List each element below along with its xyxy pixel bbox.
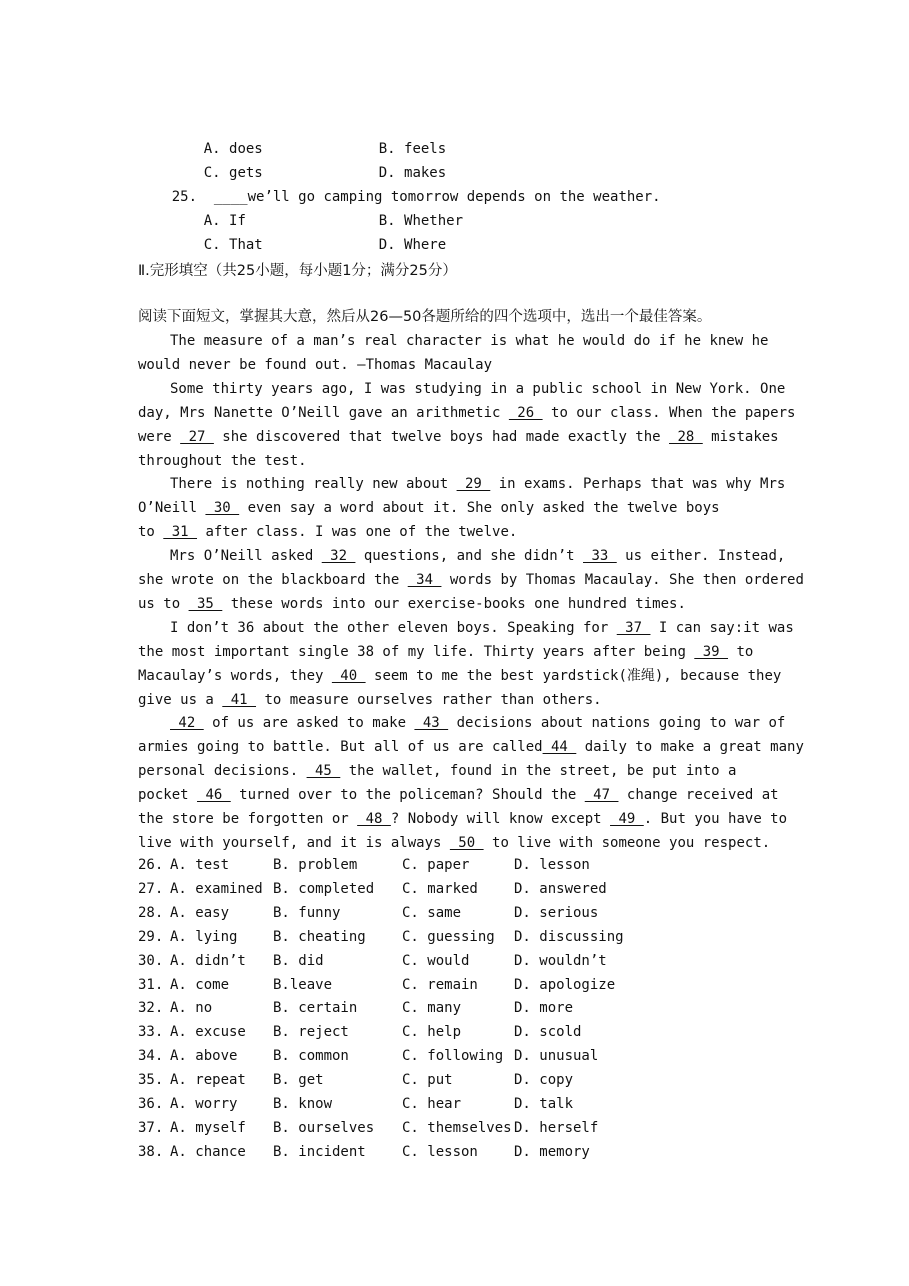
- answer-option-c: C. would: [402, 953, 470, 969]
- blank-number: 35: [188, 596, 223, 612]
- answer-option-d: D. answered: [514, 881, 607, 897]
- blank-number: 28: [669, 429, 703, 445]
- passage-text: I can say:it was: [650, 620, 794, 636]
- answer-option-a: A. no: [170, 1000, 213, 1016]
- passage-text: to live with someone you respect.: [483, 835, 771, 851]
- passage-text: questions, and she didn’t: [355, 548, 584, 564]
- answer-option-d: D. more: [514, 1000, 574, 1016]
- passage-line: [138, 738, 804, 756]
- passage-line: [138, 762, 736, 780]
- answer-option-d: D. discussing: [514, 929, 624, 945]
- answer-option-a: A. excuse: [170, 1024, 246, 1040]
- question-text: ____we’ll go camping tomorrow depends on the weather.: [213, 189, 661, 205]
- answer-option-a: A. didn’t: [170, 953, 246, 969]
- question-number: 25.: [171, 189, 198, 205]
- answer-option-c: C. following: [402, 1048, 504, 1064]
- passage-text: the most important single 38 of my life. Thirty years after being: [138, 644, 695, 660]
- answer-option-d: D. apologize: [514, 977, 616, 993]
- answer-option-c: C. themselves: [402, 1120, 512, 1136]
- passage-line: [138, 691, 602, 709]
- passage-text: in exams. Perhaps that was why Mrs: [490, 476, 786, 492]
- q24-option-c: C. gets: [203, 165, 263, 181]
- question-number: 28.: [138, 905, 164, 921]
- answer-option-b: B.leave: [273, 977, 333, 993]
- question-number: 37.: [138, 1120, 164, 1136]
- passage-line: [138, 523, 517, 541]
- blank-number: 44: [542, 739, 577, 755]
- passage-text: daily to make a great many: [576, 739, 804, 755]
- blank-number: 41: [222, 692, 257, 708]
- instruction-text: 阅读下面短文，掌握其大意，然后从26—50各题所给的四个选项中，选出一个最佳答案。: [138, 309, 712, 325]
- q24-option-a: A. does: [203, 141, 263, 157]
- passage-text: to: [138, 524, 164, 540]
- answer-option-b: B. ourselves: [273, 1120, 375, 1136]
- answer-option-b: B. incident: [273, 1144, 366, 1160]
- passage-line: [138, 404, 795, 422]
- blank-number: 46: [197, 787, 231, 803]
- blank-number: 42: [170, 715, 204, 731]
- answer-option-d: D. herself: [514, 1120, 599, 1136]
- blank-number: 30: [205, 500, 240, 516]
- passage-text: us either. Instead,: [616, 548, 786, 564]
- question-number: 27.: [138, 881, 164, 897]
- blank-number: 43: [414, 715, 449, 731]
- passage-text: mistakes: [702, 429, 779, 445]
- passage-line: [170, 547, 785, 565]
- passage-line: [170, 332, 768, 350]
- question-number: 26.: [138, 857, 164, 873]
- passage-text: day, Mrs Nanette O’Neill gave an arithmetic: [138, 405, 509, 421]
- blank-number: 32: [321, 548, 356, 564]
- answer-option-b: B. problem: [273, 857, 358, 873]
- answer-option-b: B. know: [273, 1096, 333, 1112]
- blank-number: 27: [180, 429, 214, 445]
- answer-option-c: C. help: [402, 1024, 462, 1040]
- answer-option-c: C. paper: [402, 857, 470, 873]
- question-number: 36.: [138, 1096, 164, 1112]
- passage-text: the store be forgotten or: [138, 811, 358, 827]
- answer-option-c: C. put: [402, 1072, 453, 1088]
- answer-option-c: C. hear: [402, 1096, 462, 1112]
- blank-number: 39: [694, 644, 729, 660]
- passage-text: armies going to battle. But all of us are called: [138, 739, 543, 755]
- answer-option-a: A. repeat: [170, 1072, 246, 1088]
- passage-text: turned over to the policeman? Should the: [230, 787, 585, 803]
- answer-option-d: D. copy: [514, 1072, 574, 1088]
- q25-option-b: B. Whether: [378, 213, 464, 229]
- answer-option-b: B. get: [273, 1072, 324, 1088]
- passage-line: [138, 452, 307, 470]
- passage-text: even say a word about it. She only asked the twelve boys: [239, 500, 720, 516]
- answer-option-a: A. chance: [170, 1144, 246, 1160]
- answer-option-d: D. wouldn’t: [514, 953, 607, 969]
- question-number: 34.: [138, 1048, 164, 1064]
- blank-number: 29: [456, 476, 491, 492]
- blank-number: 33: [583, 548, 617, 564]
- passage-text: she discovered that twelve boys had made exactly the: [213, 429, 670, 445]
- question-number: 30.: [138, 953, 164, 969]
- blank-number: 40: [331, 668, 366, 684]
- passage-text: I don’t 36 about the other eleven boys. Speaking for: [170, 620, 617, 636]
- answer-option-c: C. remain: [402, 977, 478, 993]
- answer-option-b: B. common: [273, 1048, 349, 1064]
- answer-option-a: A. easy: [170, 905, 230, 921]
- passage-line: [138, 667, 781, 685]
- passage-text: give us a: [138, 692, 223, 708]
- passage-line: [170, 475, 785, 493]
- passage-line: [138, 428, 779, 446]
- blank-number: 34: [407, 572, 442, 588]
- passage-text: decisions about nations going to war of: [448, 715, 786, 731]
- answer-option-d: D. memory: [514, 1144, 590, 1160]
- passage-text: Mrs O’Neill asked: [170, 548, 322, 564]
- answer-option-c: C. many: [402, 1000, 462, 1016]
- passage-text: these words into our exercise-books one hundred times.: [222, 596, 686, 612]
- passage-line: [138, 571, 804, 589]
- answer-option-d: D. scold: [514, 1024, 582, 1040]
- answer-option-a: A. come: [170, 977, 230, 993]
- answer-option-b: B. completed: [273, 881, 375, 897]
- answer-option-c: C. marked: [402, 881, 478, 897]
- passage-text: . But you have to: [643, 811, 788, 827]
- passage-line: [138, 786, 779, 804]
- question-number: 35.: [138, 1072, 164, 1088]
- blank-number: 45: [306, 763, 341, 779]
- question-number: 31.: [138, 977, 164, 993]
- answer-option-d: D. unusual: [514, 1048, 599, 1064]
- answer-option-a: A. examined: [170, 881, 263, 897]
- answer-option-b: B. reject: [273, 1024, 349, 1040]
- section-title: Ⅱ.完形填空（共25小题，每小题1分；满分25分）: [138, 263, 457, 279]
- answer-option-a: A. test: [170, 857, 230, 873]
- passage-line: [138, 834, 770, 852]
- answer-option-a: A. lying: [170, 929, 238, 945]
- answer-option-b: B. certain: [273, 1000, 358, 1016]
- passage-line: [170, 619, 794, 637]
- answer-option-b: B. cheating: [273, 929, 366, 945]
- passage-text: change received at: [618, 787, 779, 803]
- question-number: 29.: [138, 929, 164, 945]
- passage-line: [170, 380, 785, 398]
- passage-text: personal decisions.: [138, 763, 307, 779]
- passage-text: of us are asked to make: [203, 715, 415, 731]
- passage-text: throughout the test.: [138, 453, 307, 469]
- blank-number: 26: [508, 405, 543, 421]
- passage-text: pocket: [138, 787, 198, 803]
- passage-text: to measure ourselves rather than others.: [256, 692, 602, 708]
- passage-text: ? Nobody will know except: [390, 811, 611, 827]
- q25-option-c: C. That: [203, 237, 263, 253]
- answer-option-c: C. same: [402, 905, 462, 921]
- passage-text: The measure of a man’s real character is what he would do if he knew he: [170, 333, 769, 349]
- passage-line: [138, 810, 787, 828]
- blank-number: 49: [610, 811, 644, 827]
- answer-option-c: C. lesson: [402, 1144, 478, 1160]
- answer-option-d: D. lesson: [514, 857, 590, 873]
- passage-text: Some thirty years ago, I was studying in a public school in New York. One: [170, 381, 786, 397]
- passage-line: [138, 499, 720, 517]
- passage-text: she wrote on the blackboard the: [138, 572, 408, 588]
- answer-option-d: D. talk: [514, 1096, 574, 1112]
- passage-text: O’Neill: [138, 500, 206, 516]
- answer-option-a: A. myself: [170, 1120, 246, 1136]
- answer-option-a: A. above: [170, 1048, 238, 1064]
- passage-text: after class. I was one of the twelve.: [197, 524, 518, 540]
- answer-option-d: D. serious: [514, 905, 599, 921]
- blank-number: 37: [616, 620, 651, 636]
- blank-number: 47: [584, 787, 619, 803]
- passage-text: were: [138, 429, 181, 445]
- passage-line: [138, 356, 492, 374]
- passage-text: would never be found out. —Thomas Macaulay: [138, 357, 493, 373]
- passage-line: [138, 643, 753, 661]
- passage-text: to our class. When the papers: [542, 405, 796, 421]
- question-number: 33.: [138, 1024, 164, 1040]
- blank-number: 50: [449, 835, 484, 851]
- passage-text: live with yourself, and it is always: [138, 835, 450, 851]
- passage-text: to: [728, 644, 754, 660]
- passage-text: us to: [138, 596, 189, 612]
- question-number: 32.: [138, 1000, 164, 1016]
- answer-option-b: B. funny: [273, 905, 341, 921]
- blank-number: 31: [163, 524, 198, 540]
- q25-option-d: D. Where: [378, 237, 447, 253]
- passage-line: [170, 714, 785, 732]
- passage-text: seem to me the best yardstick(准绳), because they: [365, 668, 782, 684]
- answer-option-c: C. guessing: [402, 929, 495, 945]
- q24-option-b: B. feels: [378, 141, 447, 157]
- passage-text: Macaulay’s words, they: [138, 668, 332, 684]
- passage-text: words by Thomas Macaulay. She then ordered: [441, 572, 804, 588]
- q25-option-a: A. If: [203, 213, 246, 229]
- blank-number: 48: [357, 811, 391, 827]
- passage-text: the wallet, found in the street, be put into a: [340, 763, 737, 779]
- answer-option-a: A. worry: [170, 1096, 238, 1112]
- question-number: 38.: [138, 1144, 164, 1160]
- passage-text: There is nothing really new about: [170, 476, 457, 492]
- answer-option-b: B. did: [273, 953, 324, 969]
- q24-option-d: D. makes: [378, 165, 447, 181]
- passage-line: [138, 595, 686, 613]
